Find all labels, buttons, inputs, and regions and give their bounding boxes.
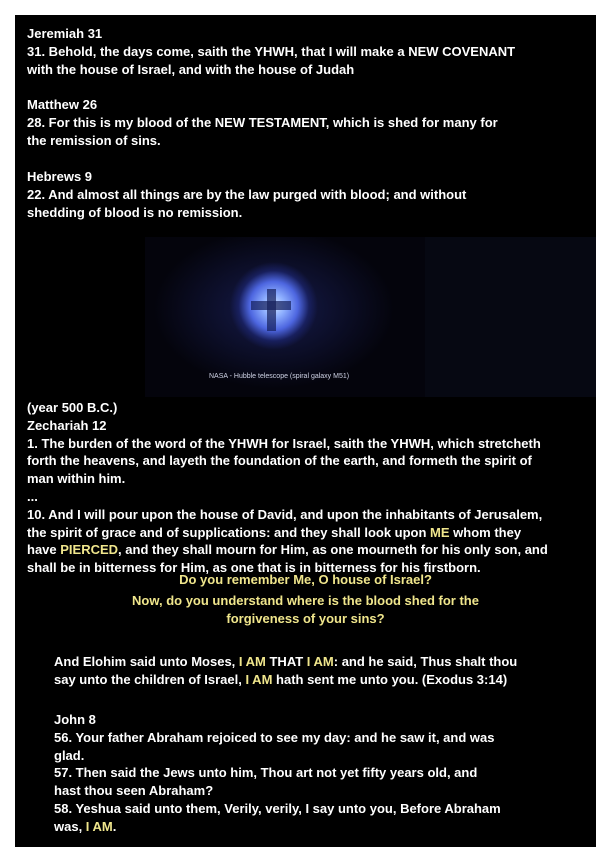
year-note: (year 500 B.C.): [27, 400, 118, 415]
question-block: [15, 571, 596, 627]
verse-text: , and they shall mourn for Him, as one mourneth for his only son, and: [118, 542, 548, 558]
ellipsis: ...: [27, 488, 38, 504]
cross-shape: [251, 301, 291, 310]
highlight-me: ME: [430, 524, 450, 540]
verse-text: was,: [54, 818, 86, 834]
verse-line: shall be in bitterness for Him, as one that is in bitterness for his firstborn.: [27, 560, 481, 576]
exodus-block: [54, 653, 517, 689]
verse-line: forth the heavens, and layeth the foundation of the earth, and formeth the spirit of: [27, 453, 532, 469]
highlight-i-am: I AM: [85, 818, 113, 834]
verse-reference: Hebrews 9: [27, 169, 93, 184]
john-block: [54, 711, 501, 836]
zechariah-block: [27, 399, 548, 577]
verse-line: [54, 671, 517, 689]
verse-text: .: [112, 818, 117, 834]
verse-text: : and he said, Thus shalt thou: [333, 654, 518, 669]
verse-line: glad.: [54, 747, 85, 763]
verse-line: [54, 818, 501, 836]
verse-line: 56. Your father Abraham rejoiced to see my day: and he saw it, and was: [54, 729, 495, 745]
verse-reference: Matthew 26: [27, 97, 98, 112]
verse-line: with the house of Israel, and with the house of Judah: [27, 61, 355, 77]
verse-text: have: [27, 542, 61, 558]
verse-panel: [15, 15, 596, 847]
verse-text: whom they: [449, 524, 522, 540]
photo-caption: NASA - Hubble telescope (spiral galaxy M51): [209, 373, 350, 380]
verse-text: hath sent me unto you. (Exodus 3:14): [272, 671, 508, 687]
verse-reference: John 8: [54, 712, 96, 727]
cross-shape: [267, 289, 276, 331]
verse-line: [54, 653, 517, 671]
verse-text: say unto the children of Israel,: [54, 671, 246, 687]
verse-line: 58. Yeshua said unto them, Verily, verily, I say unto you, Before Abraham: [54, 800, 501, 816]
highlight-i-am: I AM: [238, 654, 266, 669]
verse-reference: Zechariah 12: [27, 417, 107, 433]
hebrews-block: [27, 168, 466, 221]
question-line: Now, do you understand where is the blood shed for the: [132, 592, 479, 608]
verse-line: 28. For this is my blood of the NEW TESTAMENT, which is shed for many for: [27, 114, 498, 130]
verse-line: 10. And I will pour upon the house of David, and upon the inhabitants of Jerusalem,: [27, 506, 543, 522]
question-line: forgiveness of your sins?: [226, 610, 385, 626]
jeremiah-block: [27, 25, 515, 78]
photo-dark-area: [425, 237, 596, 397]
verse-line: 22. And almost all things are by the law purged with blood; and without: [27, 186, 467, 202]
matthew-block: [27, 96, 498, 149]
verse-line: 31. Behold, the days come, saith the YHWH, that I will make a NEW COVENANT: [27, 43, 516, 59]
verse-line: [27, 524, 548, 542]
question-line: Do you remember Me, O house of Israel?: [179, 572, 432, 587]
verse-text: THAT: [265, 654, 307, 669]
verse-text: And Elohim said unto Moses,: [54, 654, 239, 669]
verse-line: man within him.: [27, 471, 126, 487]
verse-text: the spirit of grace and of supplications: and they shall look upon: [27, 524, 431, 540]
verse-line: 1. The burden of the word of the YHWH for Israel, saith the YHWH, which stretcheth: [27, 435, 541, 451]
verse-reference: Jeremiah 31: [27, 26, 103, 41]
verse-line: the remission of sins.: [27, 132, 161, 148]
verse-line: 57. Then said the Jews unto him, Thou art not yet fifty years old, and: [54, 765, 478, 781]
verse-line: [27, 541, 548, 559]
verse-line: shedding of blood is no remission.: [27, 204, 243, 220]
highlight-pierced: PIERCED: [60, 542, 119, 558]
galaxy-photo: [145, 237, 425, 397]
highlight-i-am: I AM: [306, 654, 334, 669]
verse-line: hast thou seen Abraham?: [54, 783, 214, 799]
highlight-i-am: I AM: [245, 671, 273, 687]
